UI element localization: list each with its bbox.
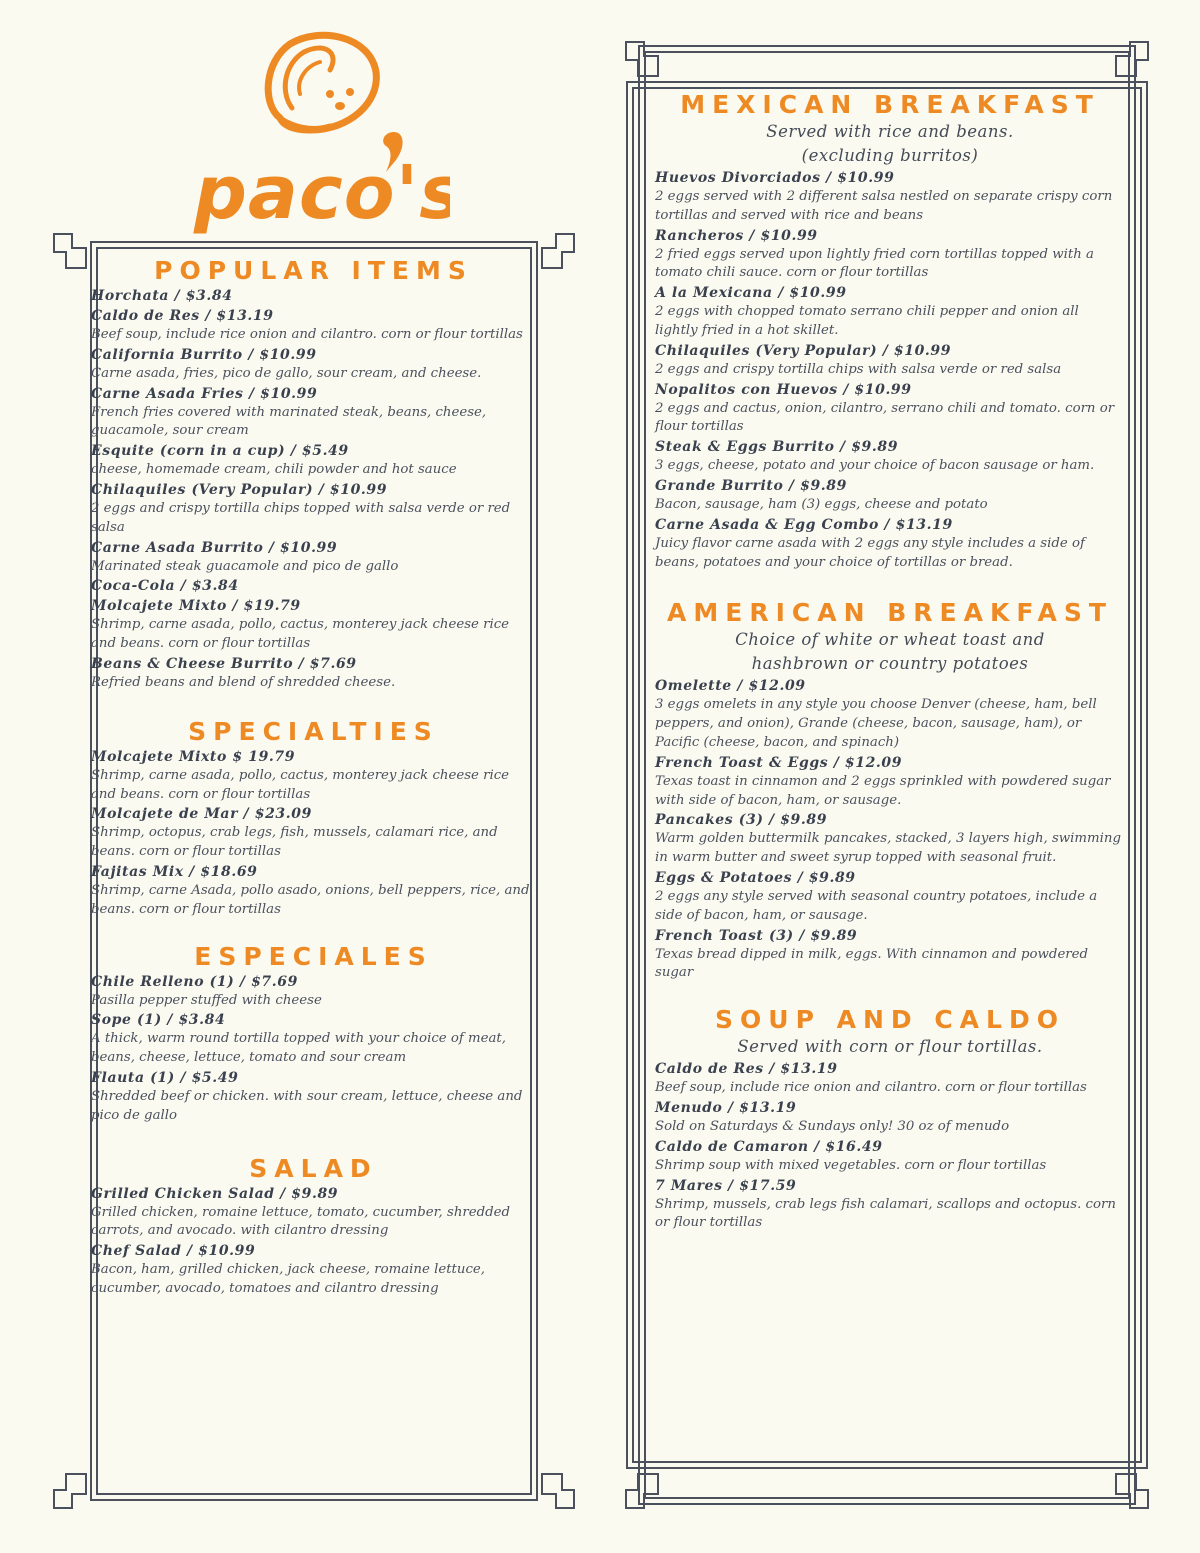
menu-item (91, 538, 536, 577)
menu-item-name: Coca-Cola / $3.84 (91, 578, 239, 595)
menu-item-list (91, 972, 536, 1126)
menu-item-name: Carne Asada & Egg Combo / $13.19 (655, 516, 953, 533)
section-title: MEXICAN BREAKFAST (680, 90, 1100, 119)
menu-section-salad (91, 1154, 536, 1299)
menu-item (655, 753, 1125, 811)
menu-item (655, 341, 1125, 380)
right-menu-content (655, 90, 1125, 1233)
menu-item-description: Grilled chicken, romaine lettuce, tomato, cucumber, shredded carrots, and avocado. with cilantro dressing (91, 1204, 511, 1239)
brand-name: paco's (194, 150, 450, 236)
menu-item-list (91, 747, 536, 920)
menu-item-name: French Toast & Eggs / $12.09 (655, 754, 903, 771)
menu-section-american-breakfast (655, 598, 1125, 983)
menu-item (91, 1184, 536, 1242)
menu-item (91, 576, 536, 596)
menu-item-list (91, 1184, 536, 1299)
section-subtitle: Served with corn or flour tortillas. (737, 1037, 1043, 1057)
menu-item-description: Shrimp, mussels, crab legs fish calamari, scallops and octopus. corn or flour tortillas (655, 1196, 1116, 1231)
right-menu-panel (624, 40, 1150, 1510)
menu-item-name: Steak & Eggs Burrito / $9.89 (655, 439, 899, 456)
menu-item (91, 480, 536, 538)
menu-item-description: Beef soup, include rice onion and cilantro. corn or flour tortillas (91, 327, 523, 342)
menu-item-name: Chilaquiles (Very Popular) / $10.99 (91, 481, 388, 498)
menu-item-list (91, 286, 536, 693)
menu-item-name: Eggs & Potatoes / $9.89 (655, 869, 856, 886)
menu-section-specialties (91, 717, 536, 920)
menu-item-name: Esquite (corn in a cup) / $5.49 (91, 443, 349, 460)
menu-item (655, 1137, 1125, 1176)
menu-item-description: 2 eggs with chopped tomato serrano chili pepper and onion all lightly fried in a hot skillet. (655, 304, 1079, 338)
menu-item (655, 437, 1125, 476)
menu-item-description: Shrimp, carne asada, pollo, cactus, monterey jack cheese rice and beans. corn or flour tortillas (91, 767, 510, 802)
left-menu-panel (52, 232, 576, 1510)
menu-item-description: cheese, homemade cream, chili powder and hot sauce (91, 462, 457, 478)
menu-item (655, 810, 1125, 868)
menu-item-description: Shredded beef or chicken. with sour cream, lettuce, cheese and pico de gallo (91, 1088, 523, 1123)
menu-item (655, 868, 1125, 926)
menu-item (91, 972, 536, 1011)
menu-item-description: 2 eggs and crispy tortilla chips with salsa verde or red salsa (655, 361, 1062, 377)
menu-item-name: Huevos Divorciados / $10.99 (655, 170, 895, 186)
menu-item (655, 1098, 1125, 1137)
menu-item-name: California Burrito / $10.99 (91, 346, 317, 363)
menu-item (91, 441, 536, 480)
menu-item-name: Pancakes (3) / $9.89 (655, 812, 828, 829)
menu-section-mexican-breakfast (655, 90, 1125, 572)
menu-item-description: 2 eggs and cactus, onion, cilantro, serrano chili and tomato. corn or flour tortillas (655, 400, 1115, 435)
menu-item (655, 1176, 1125, 1234)
menu-item (91, 1241, 536, 1299)
menu-item-description: Bacon, sausage, ham (3) eggs, cheese and potato (655, 496, 988, 512)
section-title: SALAD (249, 1153, 378, 1183)
menu-item (655, 380, 1125, 438)
menu-item (91, 306, 536, 345)
menu-item-name: Molcajete Mixto / $19.79 (91, 598, 301, 615)
menu-item-name: Grilled Chicken Salad / $9.89 (91, 1185, 339, 1202)
section-subtitle: Choice of white or wheat toast and (735, 630, 1045, 650)
menu-item (655, 476, 1125, 515)
menu-item-description: Texas bread dipped in milk, eggs. With cinnamon and powdered sugar (655, 946, 1089, 981)
menu-item (655, 676, 1125, 752)
menu-item-description: Pasilla pepper stuffed with cheese (91, 992, 322, 1008)
menu-item-name: Chef Salad / $10.99 (91, 1243, 256, 1260)
menu-item-name: French Toast (3) / $9.89 (655, 927, 858, 944)
menu-item-name: Horchata / $3.84 (91, 288, 233, 304)
menu-item (655, 515, 1125, 573)
section-subtitle: hashbrown or country potatoes (751, 654, 1029, 674)
menu-item (655, 926, 1125, 984)
menu-item-description: Carne asada, fries, pico de gallo, sour cream, and cheese. (91, 365, 482, 381)
menu-item-name: 7 Mares / $17.59 (655, 1177, 797, 1194)
section-title: SPECIALTIES (188, 716, 439, 746)
menu-item-description: 3 eggs, cheese, potato and your choice of bacon sausage or ham. (655, 458, 1095, 474)
menu-item-name: Chilaquiles (Very Popular) / $10.99 (655, 342, 952, 359)
menu-item (655, 283, 1125, 341)
menu-item (91, 747, 536, 805)
menu-item-description: Shrimp soup with mixed vegetables. corn or flour tortillas (655, 1157, 1047, 1173)
menu-item-name: Fajitas Mix / $18.69 (91, 863, 258, 880)
menu-item-description: Juicy flavor carne asada with 2 eggs any style includes a side of beans, potatoes and your choice of tortillas or bread. (655, 535, 1085, 570)
menu-item-name: Molcajete Mixto $ 19.79 (91, 748, 296, 765)
menu-item-name: Caldo de Camaron / $16.49 (655, 1138, 883, 1155)
menu-item-description: Refried beans and blend of shredded cheese. (91, 674, 396, 690)
menu-item-name: Grande Burrito / $9.89 (655, 477, 847, 494)
menu-item-name: Molcajete de Mar / $23.09 (91, 806, 312, 823)
menu-item-description: Shrimp, octopus, crab legs, fish, mussels, calamari rice, and beans. corn or flour tortillas (91, 825, 498, 860)
menu-item-description: 3 eggs omelets in any style you choose Denver (cheese, ham, bell peppers, and onion), Grande (cheese, bacon, sausage, ham), or Pacific (cheese, bacon, and spinach) (655, 697, 1097, 750)
menu-item (91, 1068, 536, 1126)
menu-item-description: Shrimp, carne Asada, pollo asado, onions, bell peppers, rice, and beans. corn or flour tortillas (91, 882, 530, 917)
menu-item (655, 226, 1125, 284)
menu-item-description: French fries covered with marinated steak, beans, cheese, guacamole, sour cream (91, 404, 487, 439)
menu-item (655, 1059, 1125, 1098)
section-title: SOUP AND CALDO (715, 1005, 1065, 1035)
menu-item (655, 168, 1125, 226)
menu-item (91, 862, 536, 920)
menu-item-description: Sold on Saturdays & Sundays only! 30 oz of menudo (655, 1118, 1010, 1134)
menu-item-name: Omelette / $12.09 (655, 678, 806, 695)
section-title: POPULAR ITEMS (154, 256, 473, 285)
menu-item-name: Sope (1) / $3.84 (91, 1012, 226, 1029)
menu-item-name: Carne Asada Fries / $10.99 (91, 385, 318, 402)
menu-item-name: Chile Relleno (1) / $7.69 (91, 973, 298, 990)
menu-item (91, 804, 536, 862)
menu-item-description: A thick, warm round tortilla topped with your choice of meat, beans, cheese, lettuce, tomato and sour cream (91, 1031, 506, 1066)
menu-item-list (655, 676, 1125, 983)
section-subtitle: Served with rice and beans. (766, 122, 1014, 141)
menu-item-description: Texas toast in cinnamon and 2 eggs sprinkled with powdered sugar with side of bacon, ham, or sausage. (655, 773, 1111, 808)
menu-item (91, 654, 536, 693)
left-menu-content (91, 256, 536, 1299)
menu-item-name: Beans & Cheese Burrito / $7.69 (91, 655, 357, 672)
menu-item-description: Shrimp, carne asada, pollo, cactus, monterey jack cheese rice and beans. corn or flour tortillas (91, 617, 510, 652)
menu-item-description: Bacon, ham, grilled chicken, jack cheese, romaine lettuce, cucumber, avocado, tomatoes and cilantro dressing (91, 1262, 486, 1296)
logo (180, 22, 450, 237)
menu-item (91, 1010, 536, 1068)
menu-item-name: Flauta (1) / $5.49 (91, 1069, 239, 1086)
menu-item-name: A la Mexicana / $10.99 (655, 285, 847, 302)
menu-item (91, 286, 536, 306)
menu-item-description: Marinated steak guacamole and pico de gallo (91, 558, 399, 574)
menu-item-name: Caldo de Res / $13.19 (91, 308, 274, 324)
section-subtitle: (excluding burritos) (801, 146, 979, 165)
menu-item-description: Warm golden buttermilk pancakes, stacked, 3 layers high, swimming in warm butter and sweet syrup topped with seasonal fruit. (655, 831, 1121, 866)
menu-item-description: Beef soup, include rice onion and cilantro. corn or flour tortillas (655, 1080, 1087, 1096)
taco-icon (180, 22, 450, 237)
menu-item-name: Menudo / $13.19 (655, 1099, 797, 1116)
menu-item-name: Caldo de Res / $13.19 (655, 1061, 838, 1078)
menu-item (91, 345, 536, 384)
menu-item (91, 596, 536, 654)
menu-item-description: 2 eggs served with 2 different salsa nestled on separate crispy corn tortillas and served with rice and beans (655, 189, 1113, 223)
menu-item (91, 384, 536, 442)
menu-section-soup-and-caldo (655, 1005, 1125, 1233)
menu-item-name: Nopalitos con Huevos / $10.99 (655, 381, 912, 398)
menu-section-popular-items (91, 256, 536, 693)
menu-item-list (655, 168, 1125, 572)
menu-section-especiales (91, 942, 536, 1126)
menu-item-description: 2 eggs any style served with seasonal country potatoes, include a side of bacon, ham, or sausage. (655, 888, 1098, 923)
section-title: ESPECIALES (194, 941, 433, 971)
menu-item-description: 2 fried eggs served upon lightly fried corn tortillas topped with a tomato chili sauce. corn or flour tortillas (655, 246, 1094, 281)
menu-item-name: Rancheros / $10.99 (655, 227, 818, 244)
section-title: AMERICAN BREAKFAST (667, 598, 1113, 628)
menu-item-name: Carne Asada Burrito / $10.99 (91, 539, 338, 556)
menu-item-list (655, 1059, 1125, 1233)
menu-item-description: 2 eggs and crispy tortilla chips topped with salsa verde or red salsa (91, 500, 511, 535)
